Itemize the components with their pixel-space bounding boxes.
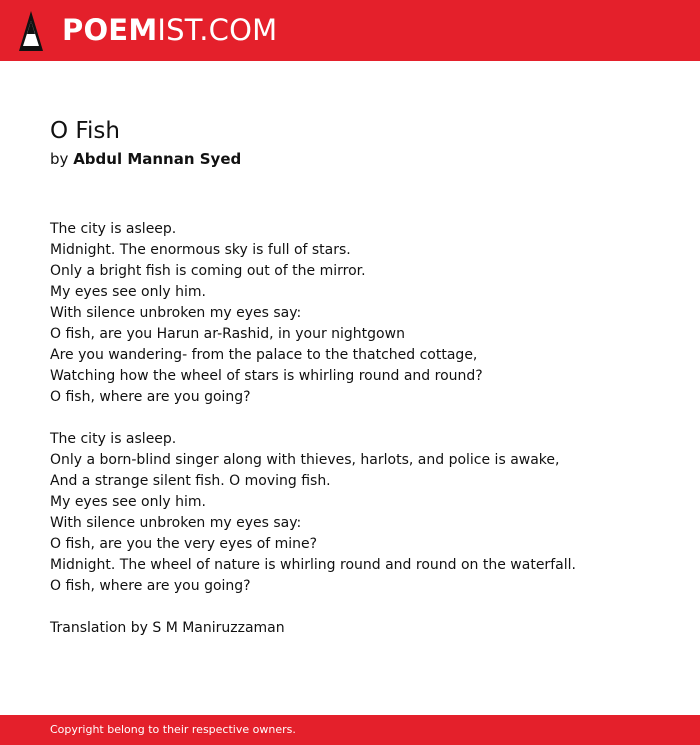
author-name: Abdul Mannan Syed: [73, 150, 242, 168]
poem-line: My eyes see only him.: [50, 494, 206, 510]
poem-line: With silence unbroken my eyes say:: [50, 305, 302, 321]
poem-body: [50, 219, 670, 639]
poem-line: Only a bright fish is coming out of the mirror.: [50, 263, 366, 279]
poem-line: And a strange silent fish. O moving fish.: [50, 473, 331, 489]
site-logo[interactable]: [62, 12, 277, 48]
stanza-2: [50, 429, 670, 597]
poem-line: The city is asleep.: [50, 431, 177, 447]
poem-line: O fish, are you Harun ar-Rashid, in your nightgown: [50, 326, 405, 342]
site-footer: [0, 715, 700, 745]
poem-line: The city is asleep.: [50, 221, 177, 237]
poem-line: Watching how the wheel of stars is whirling round and round?: [50, 368, 483, 384]
poem-line: O fish, where are you going?: [50, 578, 251, 594]
site-header: [0, 0, 700, 61]
poem-line: With silence unbroken my eyes say:: [50, 515, 302, 531]
poem-line: Only a born-blind singer along with thieves, harlots, and police is awake,: [50, 452, 560, 468]
poem-line: Midnight. The wheel of nature is whirling round and round on the waterfall.: [50, 557, 576, 573]
poem-line: My eyes see only him.: [50, 284, 206, 300]
poem-line: Are you wandering- from the palace to the thatched cottage,: [50, 347, 478, 363]
translation-credit: Translation by S M Maniruzzaman: [50, 620, 285, 636]
logo-bold-text: POEM: [62, 13, 158, 47]
pencil-tip-icon: [18, 10, 44, 52]
byline: [50, 149, 241, 169]
copyright-notice: Copyright belong to their respective owners.: [50, 723, 296, 736]
logo-light-text: IST.COM: [157, 13, 278, 47]
poem-line: O fish, are you the very eyes of mine?: [50, 536, 318, 552]
stanza-1: [50, 219, 670, 408]
poem-line: O fish, where are you going?: [50, 389, 251, 405]
by-label: by: [50, 150, 69, 168]
poem-title: O Fish: [50, 118, 120, 144]
poem-line: Midnight. The enormous sky is full of stars.: [50, 242, 351, 258]
